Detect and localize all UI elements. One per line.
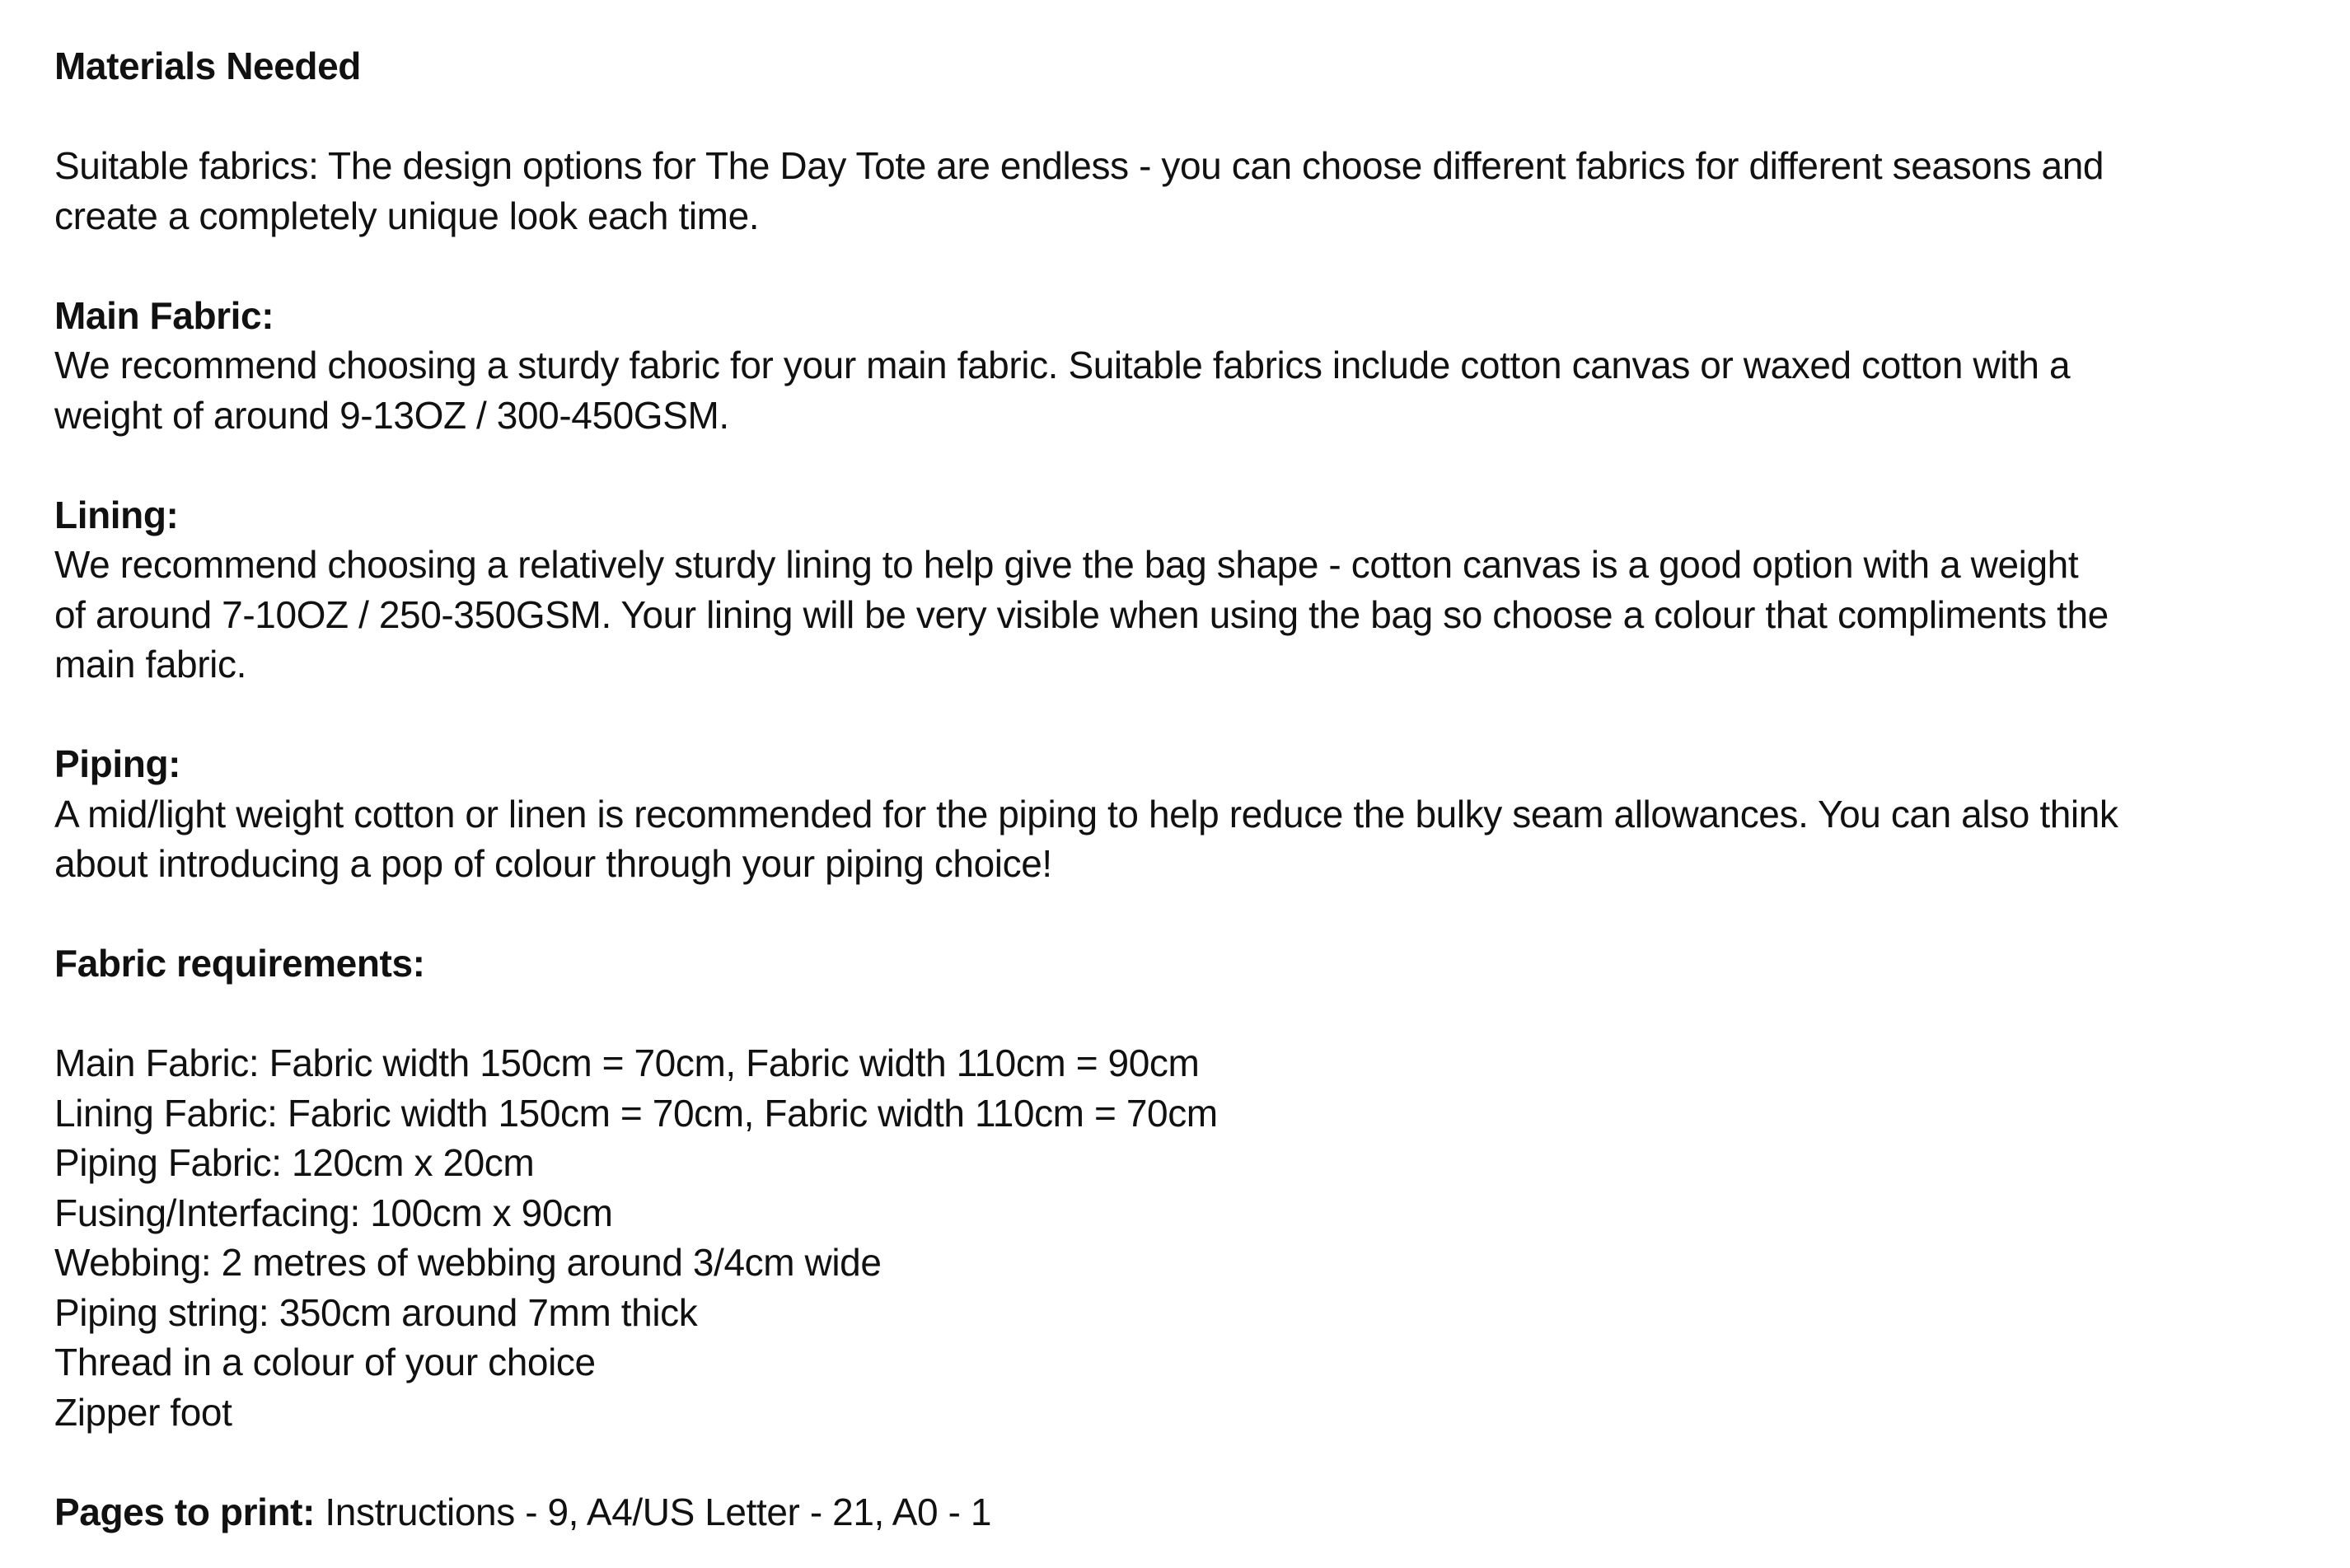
requirement-item: Fusing/Interfacing: 100cm x 90cm [54, 1191, 613, 1234]
spacer [54, 989, 2312, 1039]
materials-document [54, 41, 2312, 1537]
lining-section [54, 490, 2312, 690]
section-heading: Main Fabric: [54, 293, 274, 337]
page-title: Materials Needed [54, 44, 361, 87]
piping-section [54, 739, 2312, 889]
fabric-requirements-section [54, 938, 2312, 1437]
requirement-item: Piping Fabric: 120cm x 20cm [54, 1141, 535, 1184]
section-heading: Lining: [54, 493, 179, 536]
pages-to-print [54, 1487, 2312, 1538]
section-text-line: main fabric. [54, 643, 246, 686]
requirement-item: Zipper foot [54, 1390, 232, 1434]
intro-section [54, 141, 2312, 241]
main-fabric-section [54, 291, 2312, 441]
requirement-item: Piping string: 350cm around 7mm thick [54, 1290, 698, 1334]
requirement-item: Lining Fabric: Fabric width 150cm = 70cm, Fabric width 110cm = 70cm [54, 1091, 1218, 1135]
section-text-line: A mid/light weight cotton or linen is recommended for the piping to help reduce the bulky seam allowances. You can also think [54, 792, 2118, 835]
requirement-item: Webbing: 2 metres of webbing around 3/4cm wide [54, 1241, 882, 1284]
spacer [54, 440, 2312, 490]
pages-to-print-label: Pages to print: [54, 1490, 316, 1533]
spacer [54, 1437, 2312, 1487]
section-text-line: of around 7-10OZ / 250-350GSM. Your lining will be very visible when using the bag so choose a colour that compliments the [54, 592, 2109, 636]
section-text-line: We recommend choosing a sturdy fabric for your main fabric. Suitable fabrics include cotton canvas or waxed cotton with a [54, 344, 2071, 386]
pages-to-print-value: Instructions - 9, A4/US Letter - 21, A0 - 1 [315, 1490, 992, 1533]
section-text-line: about introducing a pop of colour through your piping choice! [54, 842, 1052, 885]
section-text-line: We recommend choosing a relatively sturdy lining to help give the bag shape - cotton canvas is a good option with a weight [54, 543, 2079, 586]
spacer [54, 690, 2312, 740]
section-heading: Piping: [54, 742, 181, 785]
requirement-item: Thread in a colour of your choice [54, 1341, 596, 1383]
spacer [54, 91, 2312, 142]
spacer [54, 241, 2312, 291]
spacer [54, 889, 2312, 939]
section-heading: Fabric requirements: [54, 942, 425, 985]
intro-line: Suitable fabrics: The design options for The Day Tote are endless - you can choose different fabrics for different seasons and [54, 144, 2104, 187]
section-text-line: weight of around 9-13OZ / 300-450GSM. [54, 393, 729, 437]
intro-line: create a completely unique look each time. [54, 194, 760, 237]
requirement-item: Main Fabric: Fabric width 150cm = 70cm, Fabric width 110cm = 90cm [54, 1041, 1200, 1084]
